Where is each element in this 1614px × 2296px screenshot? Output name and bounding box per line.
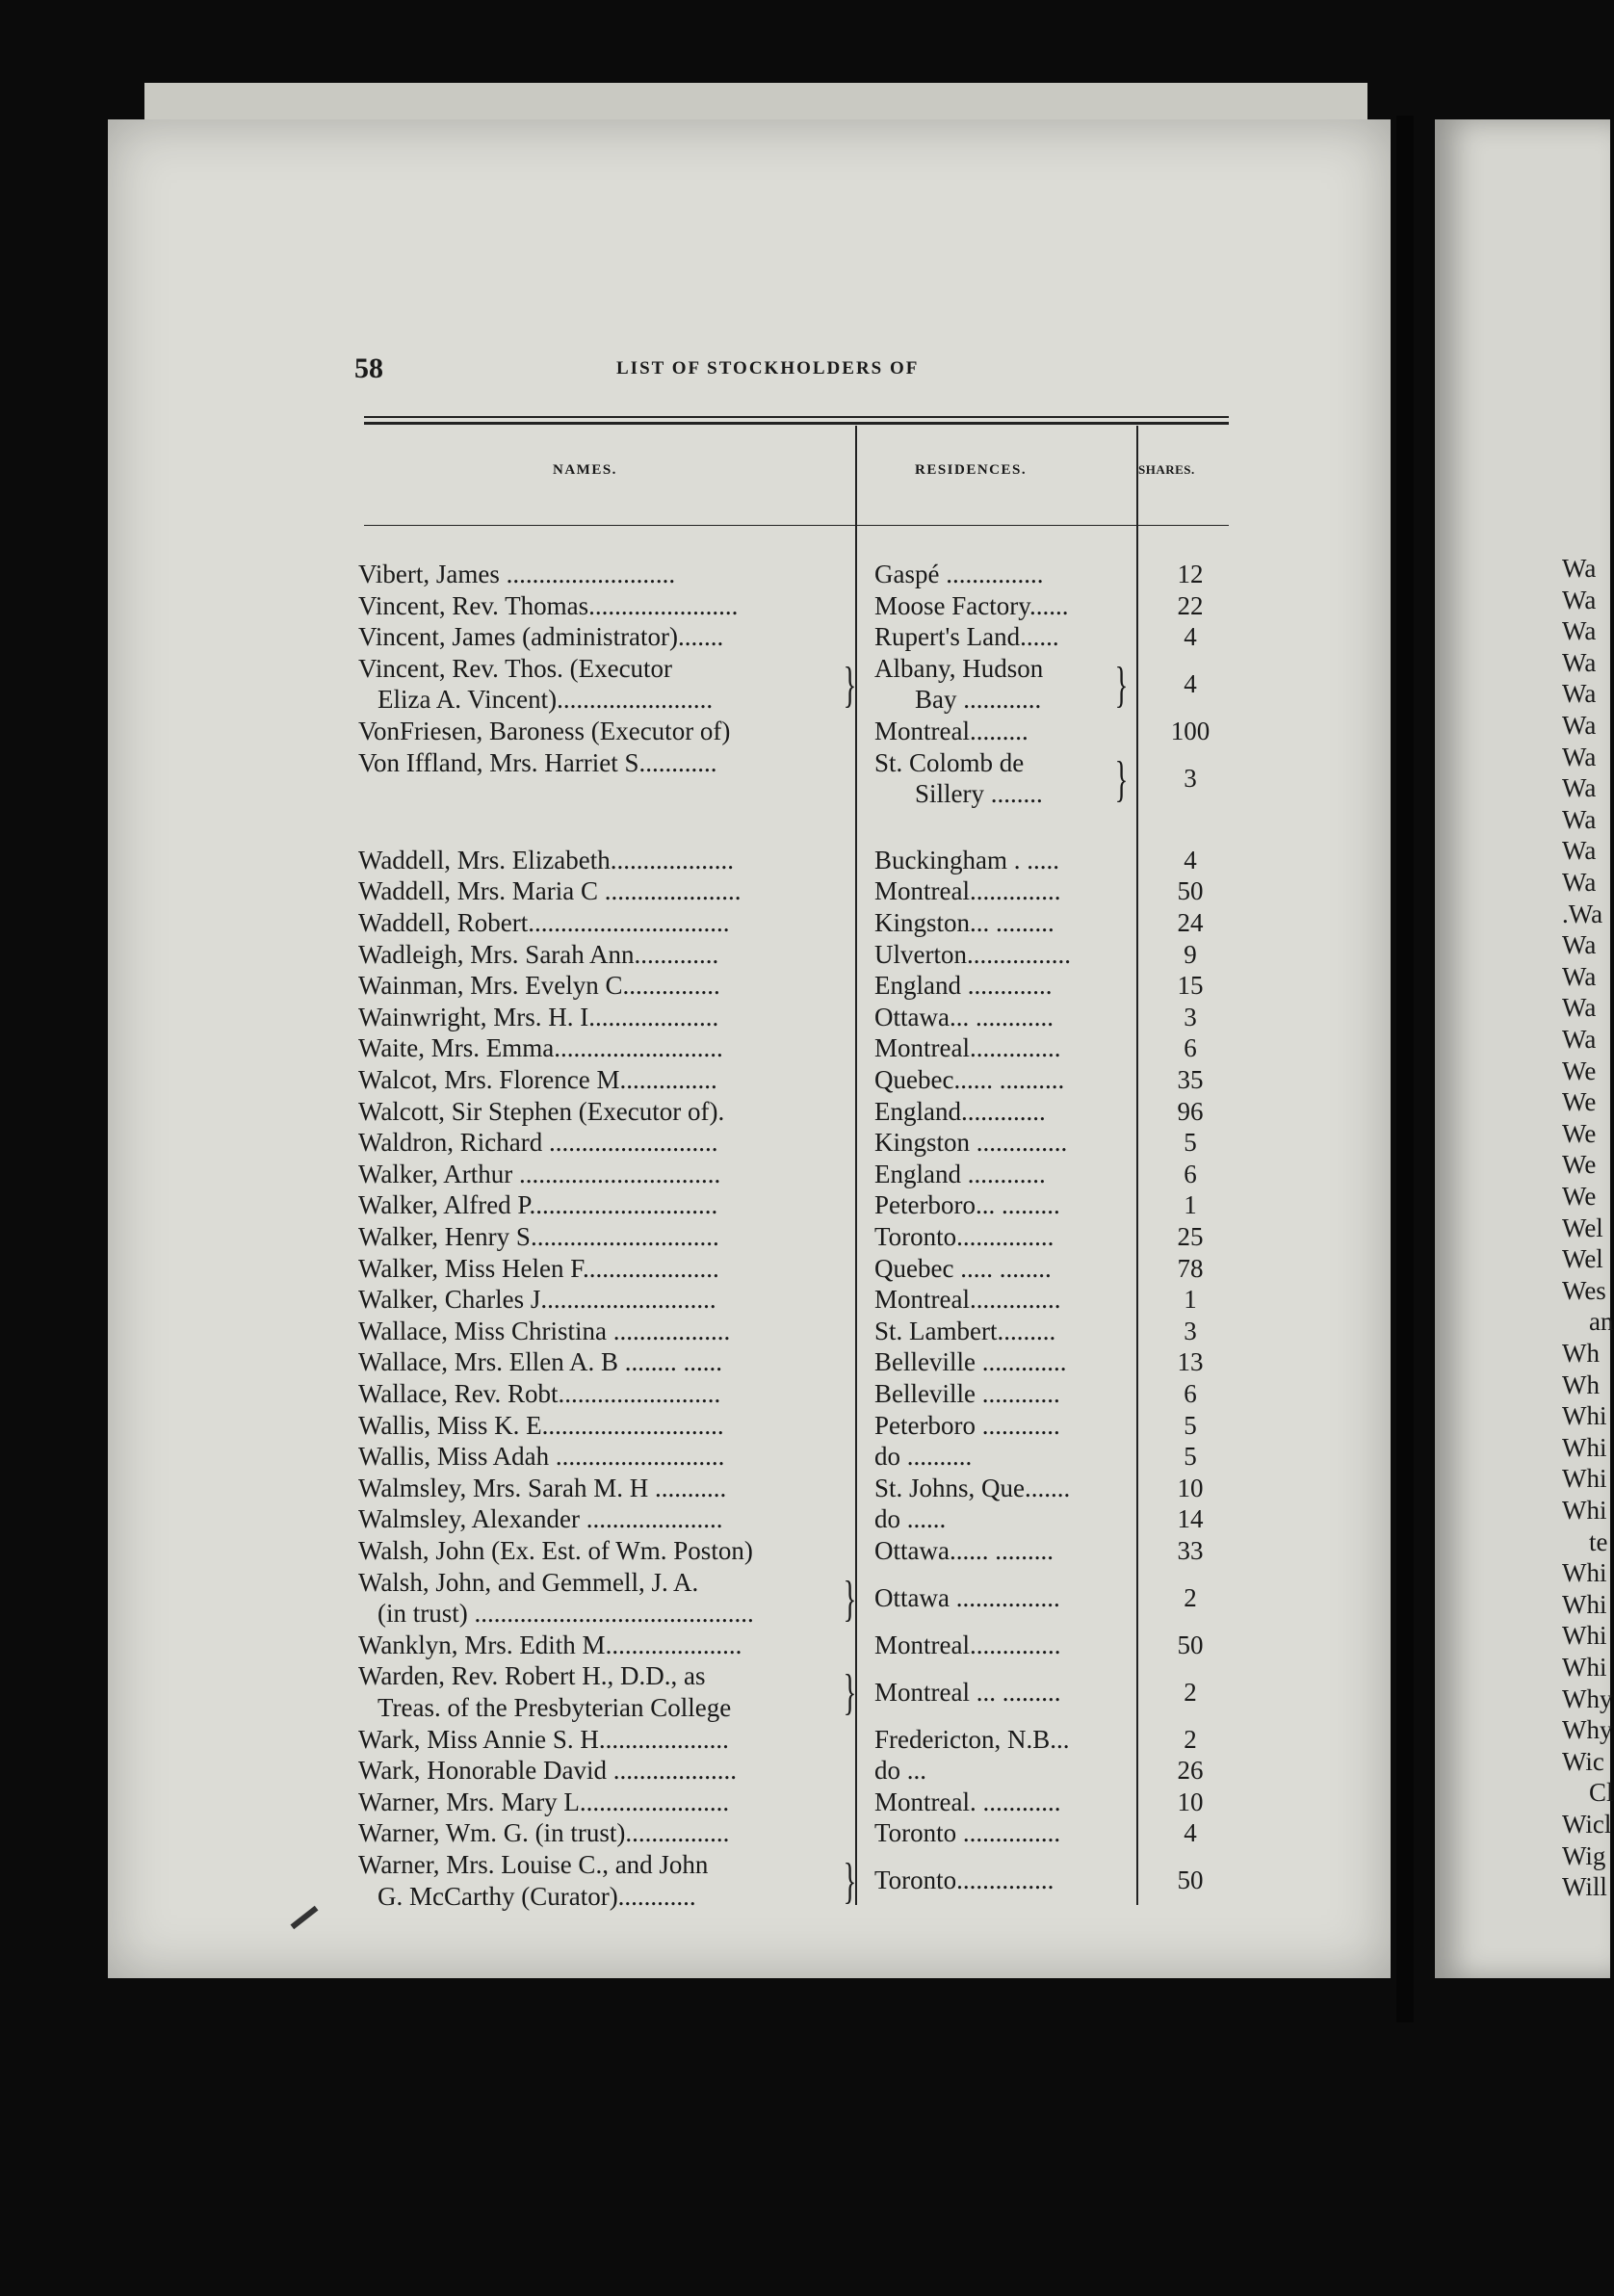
stockholder-residence: Montreal......... <box>874 717 1028 745</box>
header-shares: SHARES. <box>1138 462 1195 477</box>
facing-page-fragment: Whi <box>1562 1464 1607 1494</box>
stockholder-residence: do ... <box>874 1756 926 1786</box>
facing-page-fragment: Why <box>1562 1683 1613 1713</box>
stockholder-residence: Belleville ............. <box>874 1347 1067 1377</box>
stockholder-residence: Montreal.............. <box>874 1033 1061 1063</box>
facing-page-fragment: We <box>1562 1150 1597 1180</box>
stockholder-residence: Quebec ..... ........ <box>874 1253 1052 1283</box>
stockholder-shares: 2 <box>1184 1677 1197 1707</box>
stockholder-residence: Montreal.............. <box>874 1630 1061 1659</box>
stockholder-shares: 2 <box>1184 1582 1197 1612</box>
facing-page-fragment: Cl <box>1589 1778 1614 1808</box>
stockholder-shares: 96 <box>1177 1096 1204 1126</box>
facing-page-fragment: Wa <box>1562 773 1597 803</box>
stockholder-shares: 13 <box>1177 1347 1204 1377</box>
stockholder-residence: Moose Factory...... <box>874 590 1069 620</box>
facing-page-fragment: Wa <box>1562 711 1597 740</box>
stockholder-residence: do .......... <box>874 1442 973 1472</box>
facing-page-fragment: Whi <box>1562 1432 1607 1462</box>
stockholder-residence: St. Johns, Que....... <box>874 1473 1071 1502</box>
facing-page-fragment: Wa <box>1562 679 1597 709</box>
stockholder-name: Waddell, Mrs. Maria C ..................... <box>358 876 742 906</box>
list-item <box>0 875 1610 907</box>
stockholder-shares: 3 <box>1184 1002 1197 1031</box>
facing-page-fragment: Wh <box>1562 1370 1600 1399</box>
stockholder-residence: Ulverton................ <box>874 939 1071 969</box>
stockholder-name: VonFriesen, Baroness (Executor of) <box>358 717 731 745</box>
facing-page-fragment: Wa <box>1562 836 1597 866</box>
stockholder-name: Wanklyn, Mrs. Edith M..................... <box>358 1630 742 1659</box>
stockholder-residence: Montreal ... ......... <box>874 1677 1061 1707</box>
list-item <box>0 1378 1610 1410</box>
list-item <box>0 907 1610 939</box>
running-head: LIST OF STOCKHOLDERS OF <box>616 358 920 378</box>
facing-page-fragment: Wa <box>1562 554 1597 583</box>
stockholder-shares: 15 <box>1177 971 1204 1001</box>
stockholder-name: Walker, Miss Helen F..................... <box>358 1253 719 1283</box>
list-item <box>0 970 1610 1002</box>
stockholder-residence: Quebec...... .......... <box>874 1065 1065 1094</box>
stockholder-shares: 6 <box>1184 1379 1197 1408</box>
facing-page-fragment: Wic <box>1562 1746 1604 1776</box>
stockholder-residence: Kingston... ......... <box>874 908 1054 937</box>
facing-page-fragment: an <box>1589 1307 1614 1337</box>
stockholder-shares: 26 <box>1177 1756 1204 1786</box>
stockholder-shares: 10 <box>1177 1473 1204 1502</box>
list-item <box>0 1441 1610 1473</box>
stockholder-name: Vibert, James .......................... <box>358 560 676 588</box>
stockholder-name: Wallis, Miss K. E............................ <box>358 1410 724 1440</box>
list-item <box>0 1660 1613 1723</box>
list-item <box>0 939 1610 971</box>
facing-page-fragment: Whi <box>1562 1653 1607 1682</box>
stockholder-shares: 1 <box>1184 1285 1197 1315</box>
facing-page-fragment: Whi <box>1562 1621 1607 1651</box>
list-item <box>0 590 1610 622</box>
stockholder-name: Wainman, Mrs. Evelyn C............... <box>358 971 720 1001</box>
stockholder-name: Walcott, Sir Stephen (Executor of). <box>358 1096 725 1126</box>
stockholder-name: Wallis, Miss Adah .......................... <box>358 1442 725 1472</box>
list-item <box>0 1503 1610 1535</box>
stockholder-residence: Peterboro ............ <box>874 1410 1060 1440</box>
list-item <box>0 1567 1610 1630</box>
facing-page-fragment: Whi <box>1562 1496 1607 1525</box>
brace-residence: } <box>1114 751 1129 807</box>
stockholder-name: Warden, Rev. Robert H., D.D., as <box>358 1661 706 1691</box>
list-item <box>0 1159 1610 1190</box>
stockholder-name: Walcot, Mrs. Florence M............... <box>358 1065 717 1094</box>
stockholder-residence: Buckingham . ..... <box>874 845 1059 874</box>
stockholder-name-continued: Eliza A. Vincent)........................ <box>377 685 714 715</box>
stockholder-residence: Belleville ............ <box>874 1379 1060 1408</box>
stockholder-name: Wainwright, Mrs. H. I.................... <box>358 1002 719 1031</box>
stockholder-shares: 50 <box>1177 1866 1204 1895</box>
stockholder-shares: 25 <box>1177 1222 1204 1251</box>
list-item <box>0 1032 1610 1064</box>
list-item <box>0 1002 1610 1033</box>
stockholder-shares: 33 <box>1177 1536 1204 1565</box>
list-item <box>0 1064 1610 1096</box>
stockholder-name: Vincent, Rev. Thomas....................... <box>358 590 739 620</box>
stockholder-name: Warner, Mrs. Mary L....................... <box>358 1787 730 1816</box>
stockholder-name: Wallace, Mrs. Ellen A. B ........ ...... <box>358 1347 723 1377</box>
facing-page-fragment: Wa <box>1562 961 1597 991</box>
page-number: 58 <box>354 352 383 384</box>
facing-page-fragment: Wicl <box>1562 1810 1612 1839</box>
stockholder-residence: Kingston .............. <box>874 1128 1068 1158</box>
brace-name: } <box>843 1665 857 1721</box>
stockholder-shares: 10 <box>1177 1787 1204 1816</box>
list-item <box>0 653 1610 716</box>
list-item <box>0 1724 1610 1756</box>
facing-page-fragment: Why <box>1562 1715 1613 1745</box>
stockholder-name: Vincent, Rev. Thos. (Executor <box>358 653 673 683</box>
stockholder-residence: Gaspé ............... <box>874 560 1044 588</box>
stockholder-residence: Toronto............... <box>874 1866 1054 1895</box>
facing-page-fragment: Will <box>1562 1872 1607 1902</box>
stockholder-residence: Peterboro... ......... <box>874 1190 1060 1220</box>
facing-page-fragment: Wa <box>1562 930 1597 960</box>
list-item <box>0 621 1610 653</box>
stockholder-name: Warner, Mrs. Louise C., and John <box>358 1850 709 1879</box>
stockholder-shares: 78 <box>1177 1253 1204 1283</box>
stockholder-shares: 9 <box>1184 939 1197 969</box>
stockholder-shares: 1 <box>1184 1190 1197 1220</box>
list-item <box>0 845 1610 876</box>
stockholder-name: Vincent, James (administrator)....... <box>358 622 724 652</box>
brace-name: } <box>843 1571 857 1627</box>
stockholder-name-continued: Treas. of the Presbyterian College <box>377 1692 732 1722</box>
stockholder-shares: 14 <box>1177 1504 1204 1534</box>
stockholder-name-continued: G. McCarthy (Curator)............ <box>377 1881 696 1911</box>
stockholder-shares: 24 <box>1177 908 1204 937</box>
stockholder-name: Wadleigh, Mrs. Sarah Ann............. <box>358 939 719 969</box>
stockholder-shares: 4 <box>1184 622 1197 652</box>
list-item <box>0 747 1610 810</box>
stockholder-residence: Ottawa...... ......... <box>874 1536 1054 1565</box>
list-item <box>0 1189 1610 1221</box>
stockholder-name: Walker, Arthur ............................... <box>358 1159 721 1188</box>
facing-page-fragment: Wa <box>1562 993 1597 1023</box>
header-names: NAMES. <box>553 462 617 478</box>
header-rule-bottom <box>364 525 1229 526</box>
header-residences: RESIDENCES. <box>915 462 1028 478</box>
facing-page-fragment: Wa <box>1562 742 1597 771</box>
stockholder-residence: Fredericton, N.B... <box>874 1724 1070 1754</box>
list-item <box>0 1221 1610 1253</box>
facing-page-fragment: We <box>1562 1118 1597 1148</box>
facing-page-fragment: Whi <box>1562 1558 1607 1588</box>
list-item <box>0 1316 1610 1347</box>
stockholder-name: Walsh, John, and Gemmell, J. A. <box>358 1567 699 1597</box>
stockholder-residence: Montreal.............. <box>874 1285 1061 1315</box>
facing-page-fragment: Wel <box>1562 1244 1603 1274</box>
stockholder-name: Wallace, Rev. Robt......................... <box>358 1379 721 1408</box>
stockholder-residence: St. Colomb de <box>874 747 1025 777</box>
stockholder-shares: 22 <box>1177 590 1204 620</box>
facing-page-fragment: Wel <box>1562 1213 1603 1242</box>
facing-page-fragment: Wig <box>1562 1840 1606 1870</box>
stockholder-residence: Montreal. ............ <box>874 1787 1061 1816</box>
stockholder-residence: Ottawa ................ <box>874 1582 1060 1612</box>
list-item <box>0 1787 1610 1818</box>
list-item <box>0 559 1610 590</box>
stockholder-residence: England ............ <box>874 1159 1046 1188</box>
facing-page-fragment: Wh <box>1562 1339 1600 1368</box>
list-item <box>0 1253 1610 1285</box>
stockholder-residence: Toronto............... <box>874 1222 1054 1251</box>
stockholder-shares: 100 <box>1170 717 1210 745</box>
facing-page-fragment: Wa <box>1562 585 1597 614</box>
stockholder-name: Walker, Alfred P............................. <box>358 1190 718 1220</box>
stockholder-name: Waldron, Richard .......................... <box>358 1128 718 1158</box>
stockholder-residence: Albany, Hudson <box>874 653 1044 683</box>
stockholder-name: Walmsley, Alexander ..................... <box>358 1504 723 1534</box>
list-item <box>0 1849 1610 1912</box>
stockholder-name-continued: (in trust) ........................................... <box>377 1599 754 1629</box>
stockholder-shares: 5 <box>1184 1128 1197 1158</box>
stockholder-residence: do ...... <box>874 1504 947 1534</box>
stockholder-name: Wark, Honorable David ................... <box>358 1756 737 1786</box>
stockholder-shares: 4 <box>1184 1818 1197 1848</box>
stockholder-shares: 6 <box>1184 1033 1197 1063</box>
stockholder-name: Von Iffland, Mrs. Harriet S............ <box>358 747 717 777</box>
stockholder-shares: 3 <box>1184 763 1197 793</box>
stockholder-name: Waite, Mrs. Emma.......................... <box>358 1033 723 1063</box>
stockholder-shares: 50 <box>1177 876 1204 906</box>
brace-residence: } <box>1114 657 1129 713</box>
stockholder-shares: 35 <box>1177 1065 1204 1094</box>
header-rule-double <box>364 422 1229 425</box>
facing-page-fragment: te <box>1589 1526 1608 1556</box>
facing-page-fragment: Wa <box>1562 647 1597 677</box>
list-item <box>0 1410 1610 1442</box>
list-item <box>0 1127 1610 1159</box>
stockholder-residence: Ottawa... ............ <box>874 1002 1054 1031</box>
facing-page-fragment: Whi <box>1562 1589 1607 1619</box>
stockholder-name: Waddell, Mrs. Elizabeth................... <box>358 845 734 874</box>
stockholder-residence-continued: Bay ............ <box>915 685 1042 715</box>
brace-name: } <box>843 1854 857 1909</box>
stockholder-shares: 50 <box>1177 1630 1204 1659</box>
stockholder-residence: Montreal.............. <box>874 876 1061 906</box>
facing-page-fragment: We <box>1562 1087 1597 1117</box>
stockholder-name: Walsh, John (Ex. Est. of Wm. Poston) <box>358 1536 753 1565</box>
stockholder-shares: 4 <box>1184 845 1197 874</box>
facing-page-fragment: We <box>1562 1056 1597 1085</box>
stockholder-name: Walker, Charles J........................... <box>358 1285 716 1315</box>
stockholder-name: Walker, Henry S............................. <box>358 1222 719 1251</box>
header-rule-top <box>364 416 1229 418</box>
stockholder-name: Walmsley, Mrs. Sarah M. H ........... <box>358 1473 727 1502</box>
facing-page-fragment: Wa <box>1562 804 1597 834</box>
brace-name: } <box>843 657 857 713</box>
facing-page-fragment: Wa <box>1562 616 1597 646</box>
stockholder-name: Wark, Miss Annie S. H.................... <box>358 1724 729 1754</box>
facing-page-fragment: Wes <box>1562 1275 1606 1305</box>
facing-page-fragment: Wa <box>1562 1025 1597 1054</box>
facing-page-fragment: Wa <box>1562 868 1597 897</box>
stockholder-shares: 3 <box>1184 1316 1197 1345</box>
facing-page-fragment: .Wa <box>1562 899 1603 928</box>
list-item <box>0 1535 1610 1567</box>
list-item <box>0 1473 1610 1504</box>
list-item <box>0 716 1610 747</box>
list-item <box>0 1755 1610 1787</box>
stockholder-shares: 12 <box>1177 560 1204 588</box>
list-item <box>0 1630 1610 1661</box>
list-item <box>0 1346 1610 1378</box>
stockholder-residence-continued: Sillery ........ <box>915 779 1043 809</box>
stockholder-shares: 6 <box>1184 1159 1197 1188</box>
stockholder-name: Warner, Wm. G. (in trust)................ <box>358 1818 730 1848</box>
stockholder-residence: Rupert's Land...... <box>874 622 1059 652</box>
stockholder-residence: England ............. <box>874 971 1053 1001</box>
stockholder-residence: St. Lambert......... <box>874 1316 1056 1345</box>
list-item <box>0 1284 1610 1316</box>
stockholder-residence: England............. <box>874 1096 1046 1126</box>
stockholder-shares: 5 <box>1184 1442 1197 1472</box>
stockholder-residence: Toronto ............... <box>874 1818 1061 1848</box>
stockholder-shares: 2 <box>1184 1724 1197 1754</box>
list-item <box>0 1817 1610 1849</box>
stockholder-shares: 4 <box>1184 669 1197 699</box>
facing-page-fragment: Whi <box>1562 1401 1607 1431</box>
stockholder-shares: 5 <box>1184 1410 1197 1440</box>
stockholder-name: Wallace, Miss Christina .................. <box>358 1316 731 1345</box>
facing-page-fragment: We <box>1562 1182 1597 1211</box>
list-item <box>0 1096 1610 1128</box>
stockholder-name: Waddell, Robert............................... <box>358 908 730 937</box>
